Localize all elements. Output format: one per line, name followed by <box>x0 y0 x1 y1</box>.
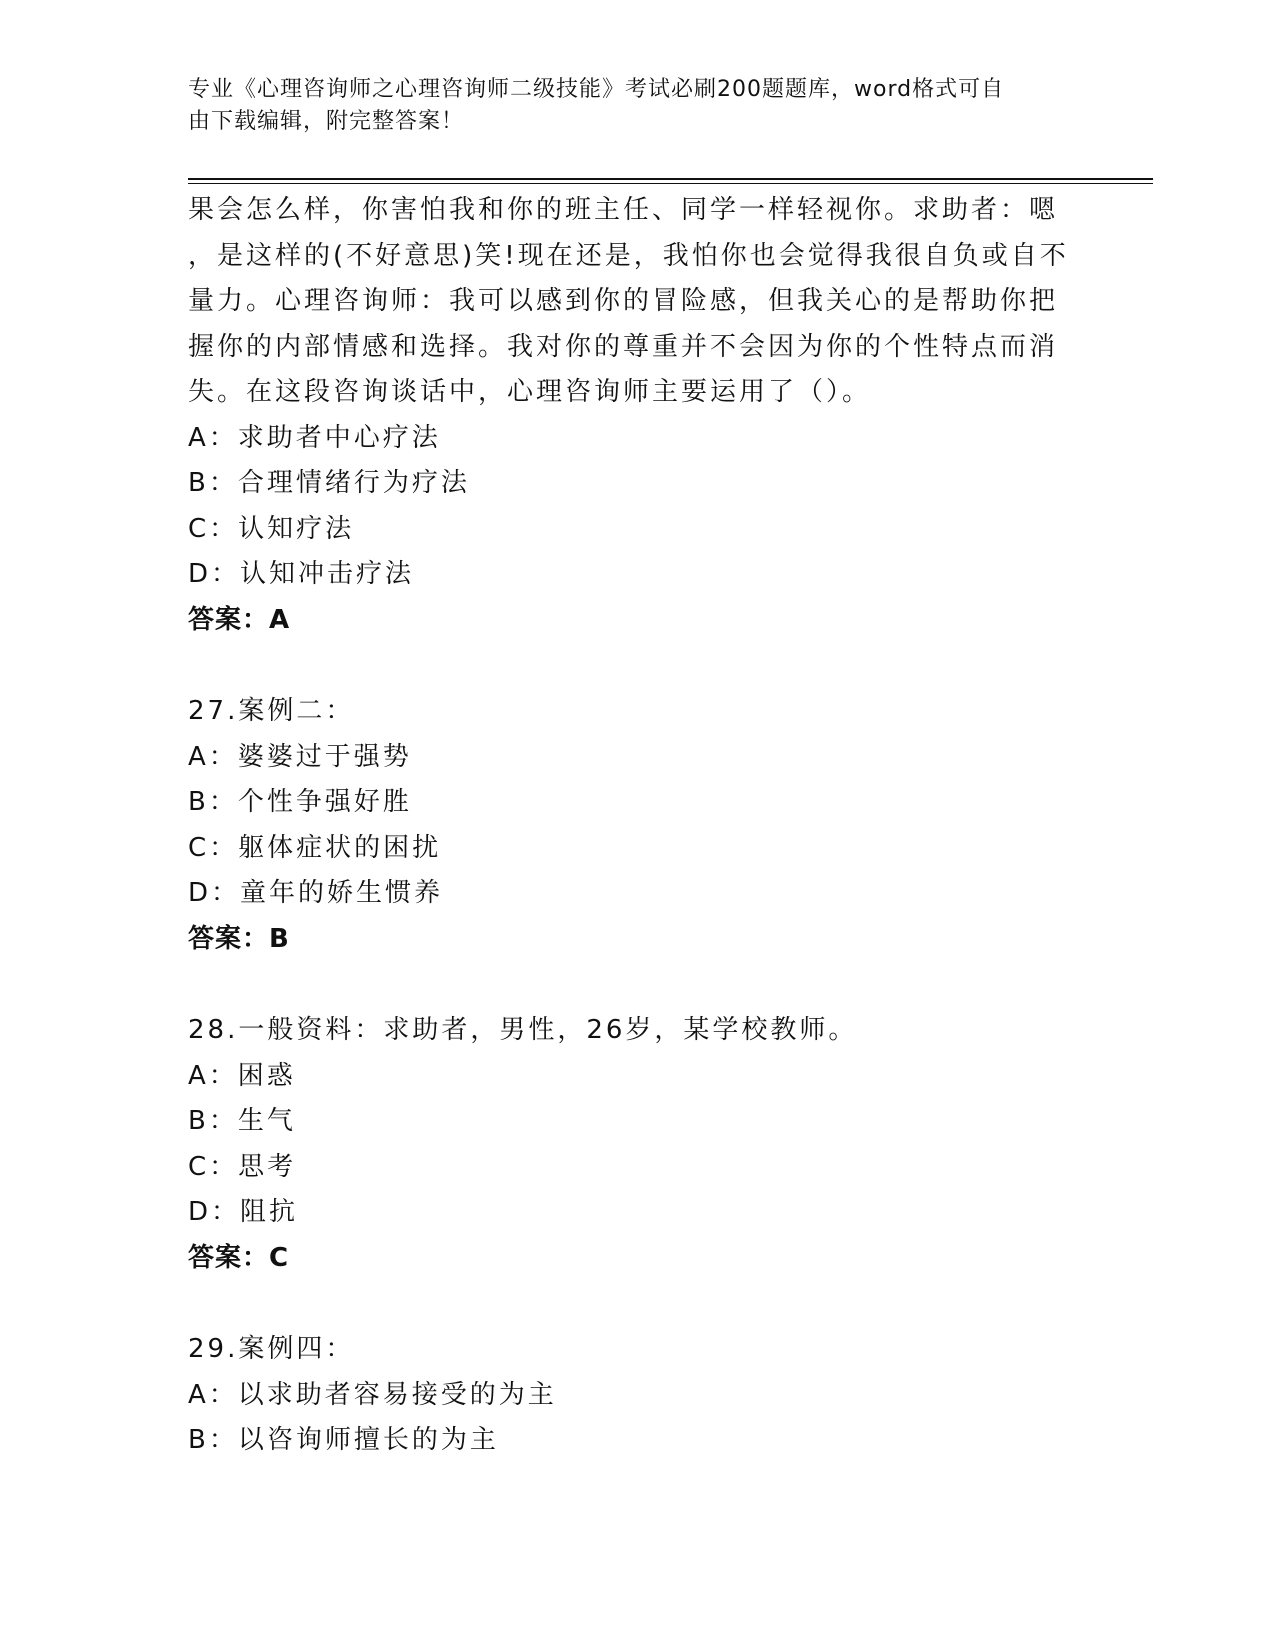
spacer <box>188 962 1088 1008</box>
question-29-block <box>188 1327 1088 1464</box>
question-28-block <box>188 1008 1088 1281</box>
question-29-option-b: B：以咨询师擅长的为主 <box>188 1425 499 1455</box>
question-26-option-c: C：认知疗法 <box>188 513 355 544</box>
header-line-1: 专业《心理咨询师之心理咨询师二级技能》考试必刷200题题库，word格式可自 <box>188 77 1005 102</box>
header-line-2: 由下载编辑，附完整答案！ <box>188 109 465 134</box>
spacer <box>188 643 1088 689</box>
question-28-title: 28.一般资料：求助者，男性，26岁，某学校教师。 <box>188 1015 858 1045</box>
question-28-option-c: C：思考 <box>188 1151 297 1182</box>
question-26-block <box>188 188 1088 643</box>
question-28-option-a: A：困惑 <box>188 1060 296 1091</box>
question-26-option-b: B：合理情绪行为疗法 <box>188 468 470 498</box>
header-divider-thin <box>188 183 1153 184</box>
question-28-option-b: B：生气 <box>188 1106 296 1136</box>
question-27-answer: 答案：B <box>188 923 290 954</box>
question-content <box>188 188 1088 1464</box>
document-header <box>188 74 1088 138</box>
question-26-stem-line-4: 握你的内部情感和选择。我对你的尊重并不会因为你的个性特点而消 <box>188 331 1059 362</box>
question-26-stem-line-5: 失。在这段咨询谈话中，心理咨询师主要运用了（）。 <box>188 377 872 407</box>
question-27-title: 27.案例二： <box>188 696 355 726</box>
question-27-option-c: C：躯体症状的困扰 <box>188 832 442 863</box>
question-26-option-a: A：求助者中心疗法 <box>188 422 441 453</box>
question-27-option-b: B：个性争强好胜 <box>188 787 412 817</box>
question-27-option-a: A：婆婆过于强势 <box>188 741 412 772</box>
header-divider-thick <box>188 178 1153 180</box>
question-26-stem-line-3: 量力。心理咨询师：我可以感到你的冒险感，但我关心的是帮助你把 <box>188 286 1059 316</box>
question-28-answer: 答案：C <box>188 1242 290 1273</box>
spacer <box>188 1281 1088 1327</box>
question-27-block <box>188 689 1088 962</box>
question-26-stem-line-1: 果会怎么样，你害怕我和你的班主任、同学一样轻视你。求助者：嗯 <box>188 195 1059 225</box>
question-26-stem-line-2: ，是这样的(不好意思)笑!现在还是，我怕你也会觉得我很自负或自不 <box>188 240 1069 271</box>
question-29-option-a: A：以求助者容易接受的为主 <box>188 1379 557 1410</box>
question-29-title: 29.案例四： <box>188 1334 355 1364</box>
question-28-option-d: D：阻抗 <box>188 1197 299 1227</box>
question-27-option-d: D：童年的娇生惯养 <box>188 878 444 908</box>
question-26-answer: 答案：A <box>188 604 291 635</box>
question-26-option-d: D：认知冲击疗法 <box>188 559 415 589</box>
